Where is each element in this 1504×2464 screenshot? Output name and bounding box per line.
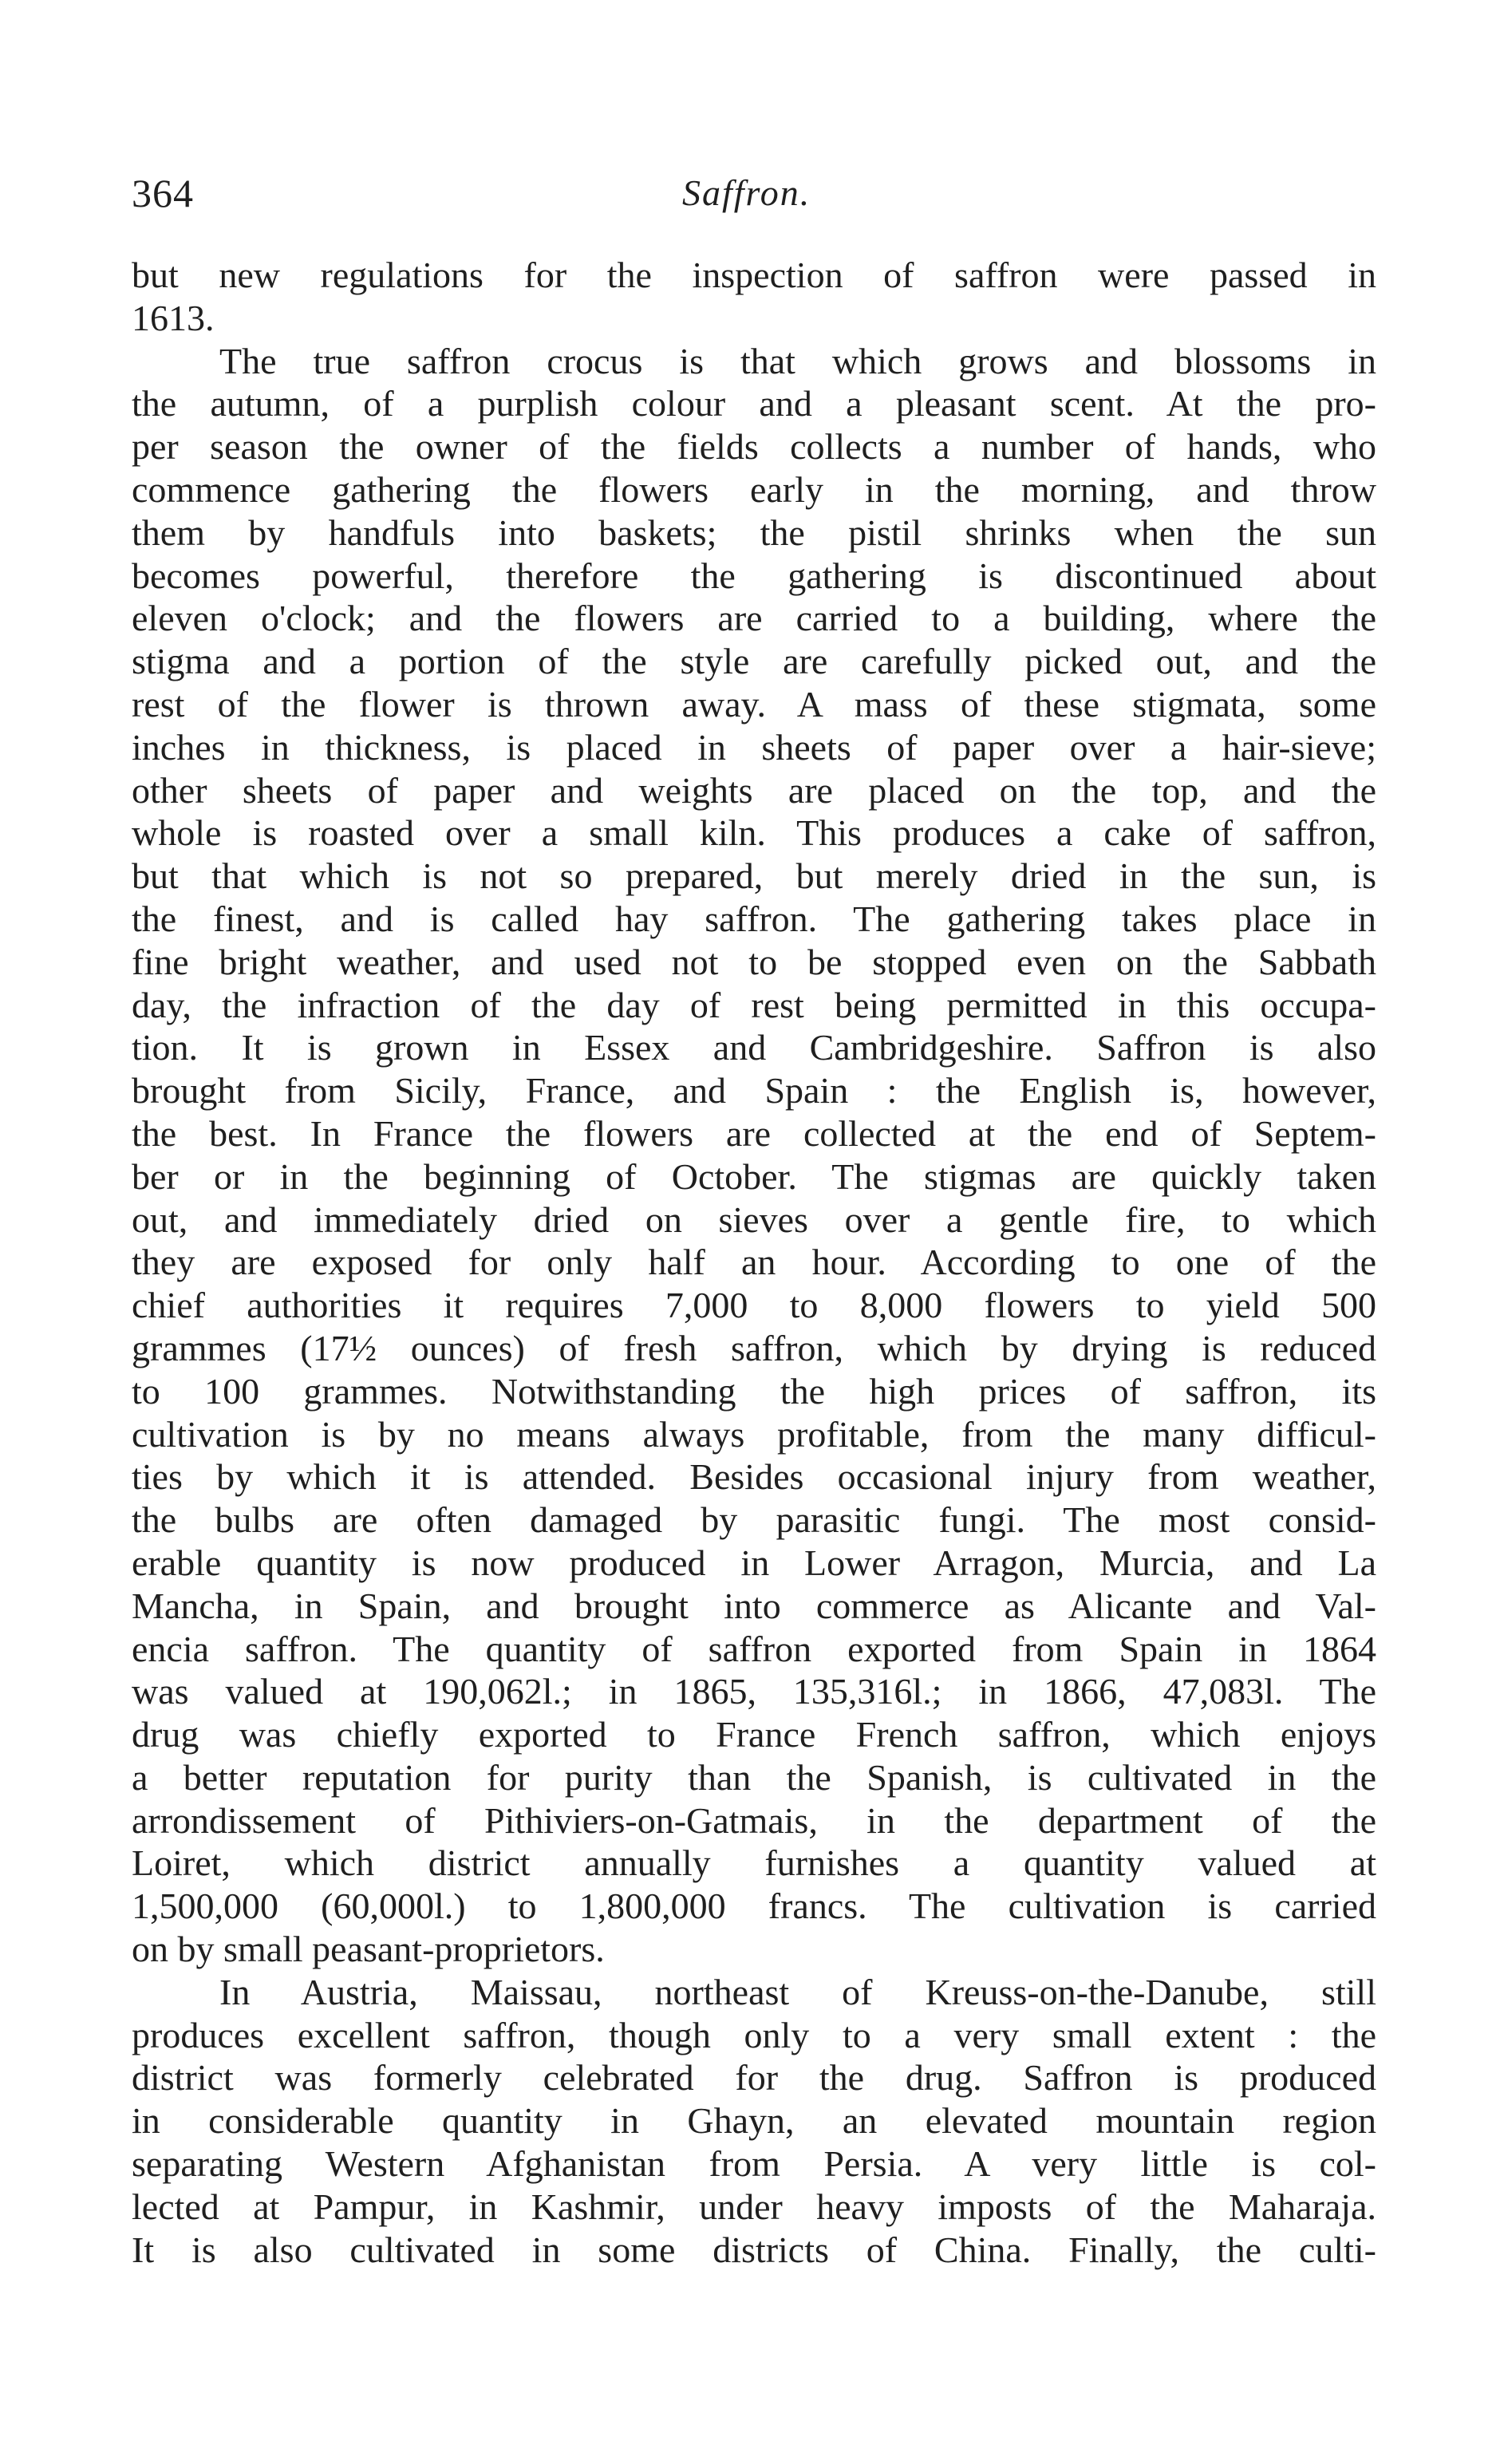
text-line: the autumn, of a purplish colour and a pleasant scent. At the pro-	[132, 383, 1376, 424]
text-line: ties by which it is attended. Besides occasional injury from weather,	[132, 1456, 1376, 1498]
text-line: inches in thickness, is placed in sheets of paper over a hair-sieve;	[132, 726, 1376, 768]
text-line: separating Western Afghanistan from Persia. A very little is col-	[132, 2143, 1376, 2185]
text-line: arrondissement of Pithiviers-on-Gatmais, in the department of the	[132, 1799, 1376, 1841]
page-header	[132, 171, 1376, 219]
text-line: stigma and a portion of the style are carefully picked out, and the	[132, 641, 1376, 682]
text-line: It is also cultivated in some districts of China. Finally, the culti-	[132, 2229, 1376, 2270]
text-line: in considerable quantity in Ghayn, an elevated mountain region	[132, 2100, 1376, 2142]
text-line: becomes powerful, therefore the gathering is discontinued about	[132, 555, 1376, 596]
text-line: whole is roasted over a small kiln. This produces a cake of saffron,	[132, 812, 1376, 854]
text-line: they are exposed for only half an hour. According to one of the	[132, 1242, 1376, 1283]
text-line: the bulbs are often damaged by parasitic fungi. The most consid-	[132, 1499, 1376, 1541]
text-line: ber or in the beginning of October. The stigmas are quickly taken	[132, 1155, 1376, 1197]
text-line: brought from Sicily, France, and Spain : the English is, however,	[132, 1070, 1376, 1112]
text-line: out, and immediately dried on sieves over a gentle fire, to which	[132, 1198, 1376, 1240]
text-line: chief authorities it requires 7,000 to 8,000 flowers to yield 500	[132, 1285, 1376, 1326]
text-line: was valued at 190,062l.; in 1865, 135,316l.; in 1866, 47,083l. The	[132, 1671, 1376, 1712]
text-line: The true saffron crocus is that which grows and blossoms in	[219, 340, 1376, 381]
text-line: Loiret, which district annually furnishes a quantity valued at	[132, 1842, 1376, 1884]
page-number: 364	[132, 171, 194, 215]
text-line: commence gathering the flowers early in the morning, and throw	[132, 468, 1376, 510]
text-line: the finest, and is called hay saffron. The gathering takes place in	[132, 898, 1376, 939]
text-line: erable quantity is now produced in Lower Arragon, Murcia, and La	[132, 1542, 1376, 1583]
text-line: a better reputation for purity than the Spanish, is cultivated in the	[132, 1756, 1376, 1798]
text-line: but new regulations for the inspection of saffron were passed in	[132, 255, 1376, 295]
text-line: per season the owner of the fields collects a number of hands, who	[132, 426, 1376, 468]
text-line: tion. It is grown in Essex and Cambridgeshire. Saffron is also	[132, 1027, 1376, 1068]
running-title: Saffron.	[682, 172, 811, 213]
text-line: lected at Pampur, in Kashmir, under heavy imposts of the Maharaja.	[132, 2186, 1376, 2227]
text-line: on by small peasant-proprietors.	[132, 1929, 605, 1970]
text-line: In Austria, Maissau, northeast of Kreuss-on-the-Danube, still	[219, 1971, 1376, 2012]
text-line: encia saffron. The quantity of saffron exported from Spain in 1864	[132, 1628, 1376, 1669]
body-text	[132, 254, 1376, 2271]
text-line: them by handfuls into baskets; the pistil shrinks when the sun	[132, 511, 1376, 553]
text-line: produces excellent saffron, though only to a very small extent : the	[132, 2014, 1376, 2055]
text-line: day, the infraction of the day of rest being permitted in this occupa-	[132, 984, 1376, 1025]
text-line: 1,500,000 (60,000l.) to 1,800,000 francs. The cultivation is carried	[132, 1886, 1376, 1927]
text-line: to 100 grammes. Notwithstanding the high prices of saffron, its	[132, 1370, 1376, 1412]
text-line: rest of the flower is thrown away. A mass of these stigmata, some	[132, 683, 1376, 725]
text-line: other sheets of paper and weights are placed on the top, and the	[132, 769, 1376, 811]
text-line: 1613.	[132, 297, 215, 338]
text-line: the best. In France the flowers are collected at the end of Septem-	[132, 1112, 1376, 1154]
text-line: fine bright weather, and used not to be stopped even on the Sabbath	[132, 941, 1376, 982]
text-line: grammes (17½ ounces) of fresh saffron, which by drying is reduced	[132, 1327, 1376, 1368]
text-line: eleven o'clock; and the flowers are carried to a building, where the	[132, 598, 1376, 639]
text-line: district was formerly celebrated for the drug. Saffron is produced	[132, 2057, 1376, 2099]
text-line: but that which is not so prepared, but merely dried in the sun, is	[132, 855, 1376, 897]
text-line: drug was chiefly exported to France French saffron, which enjoys	[132, 1714, 1376, 1755]
text-line: cultivation is by no means always profitable, from the many difficul-	[132, 1413, 1376, 1455]
text-line: Mancha, in Spain, and brought into commerce as Alicante and Val-	[132, 1585, 1376, 1626]
